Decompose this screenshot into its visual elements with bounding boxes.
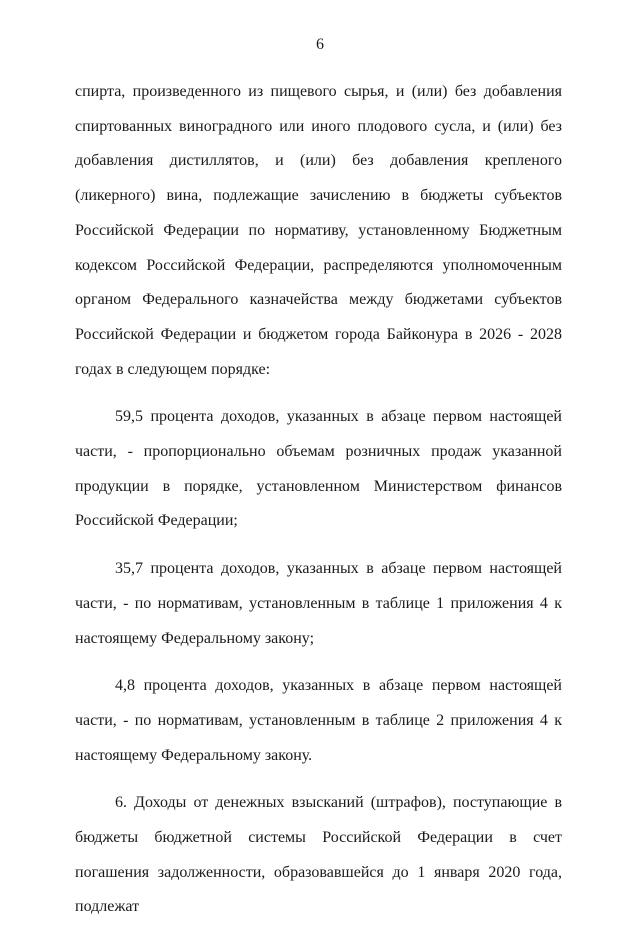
document-body <box>75 75 562 938</box>
paragraph-item-6: 6. Доходы от денежных взысканий (штрафов), поступающие в бюджеты бюджетной системы Российской Федерации в счет погашения задолженности, образовавшейся до 1 января 2020 года, подлежат <box>75 794 562 916</box>
paragraph-continuation: спирта, произведенного из пищевого сырья, и (или) без добавления спиртованных виноградного или иного плодового сусла, и (или) без добавления дистиллятов, и (или) без добавления крепленого (ликерного) вина, подлежащие зачислению в бюджеты субъектов Российской Федерации по нормативу, установленному Бюджетным кодексом Российской Федерации, распределяются уполномоченным органом Федерального казначейства между бюджетами субъектов Российской Федерации и бюджетом города Байконура в 2026 - 2028 годах в следующем порядке: <box>75 83 562 378</box>
page-number: 6 <box>316 36 324 53</box>
paragraph-share-59-5: 59,5 процента доходов, указанных в абзаце первом настоящей части, - пропорционально объемам розничных продаж указанной продукции в порядке, установленном Министерством финансов Российской Федерации; <box>75 408 562 530</box>
paragraph-share-4-8: 4,8 процента доходов, указанных в абзаце первом настоящей части, - по нормативам, установленным в таблице 2 приложения 4 к настоящему Федеральному закону. <box>75 677 562 764</box>
paragraph-share-35-7: 35,7 процента доходов, указанных в абзаце первом настоящей части, - по нормативам, установленным в таблице 1 приложения 4 к настоящему Федеральному закону; <box>75 560 562 647</box>
